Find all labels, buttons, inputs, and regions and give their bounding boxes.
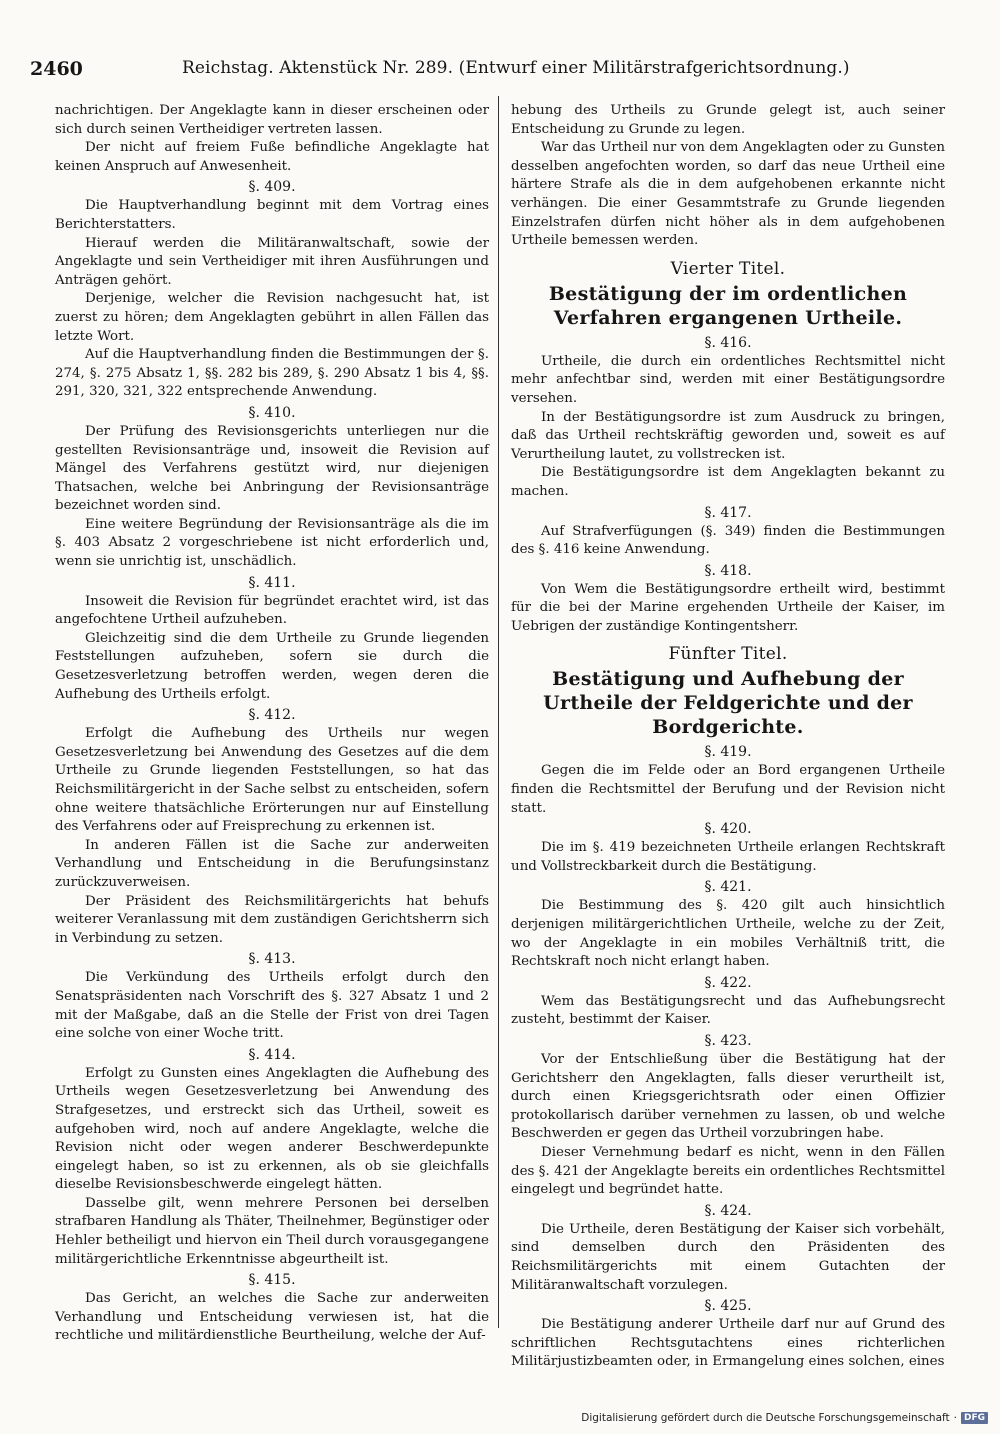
paragraph: Vor der Entschließung über die Bestätigung hat der Gerichtsherr den Angeklagten, falls dieser verurtheilt ist, durch einen Kriegsgerichtsrath oder einen Offizier protokollarisch darüber vernehmen zu lassen, ob und welche Beschwerden er gegen das Urtheil vorzubringen habe.: [511, 1052, 945, 1142]
paragraph: Gegen die im Felde oder an Bord ergangenen Urtheile finden die Rechtsmittel der Berufung und der Revision nicht statt.: [511, 763, 945, 816]
section-number: §. 421.: [704, 879, 752, 896]
paragraph: Eine weitere Begründung der Revisionsanträge als die im §. 403 Absatz 2 vorgeschriebene ist nicht erforderlich und, wenn sie unrichtig ist, unschädlich.: [55, 516, 489, 570]
title-heading: Bestätigung der im ordentlichen Verfahren ergangenen Urtheile.: [548, 282, 908, 329]
section-number: §. 413.: [248, 951, 296, 968]
paragraph: Hierauf werden die Militäranwaltschaft, sowie der Angeklagte und sein Vertheidiger mit ihren Ausführungen und Anträgen gehört.: [55, 235, 489, 288]
paragraph: Auf die Hauptverhandlung finden die Bestimmungen der §. 274, §. 275 Absatz 1, §§. 282 bis 289, §. 290 Absatz 1 bis 4, §§. 291, 320, 321, 322 entsprechende Anwendung.: [55, 347, 489, 400]
section-number: §. 411.: [248, 574, 296, 591]
paragraph: In der Bestätigungsordre ist zum Ausdruck zu bringen, daß das Urtheil rechtskräftig geworden und, soweit es auf Verurtheilung lautet, zu vollstrecken ist.: [511, 409, 945, 462]
page-header: [30, 58, 960, 88]
section-number: §. 416.: [704, 334, 752, 351]
paragraph: Gleichzeitig sind die dem Urtheile zu Grunde liegenden Feststellungen aufzuheben, sofern sie durch die Gesetzesverletzung betroffen werden, wegen deren die Aufhebung des Urtheils erfolgt.: [55, 630, 489, 702]
column-divider: [498, 96, 499, 1328]
paragraph: Erfolgt zu Gunsten eines Angeklagten die Aufhebung des Urtheils wegen Gesetzesverletzung bei Anwendung des Strafgesetzes, und erstreckt sich das Urtheil, soweit es aufgehoben wird, noch auf andere Angeklagte, welche die Revision nicht oder wegen anderer Beschwerdepunkte eingelegt haben, so ist zu erkennen, als ob sie gleichfalls dieselbe Revisionsbeschwerde eingelegt hätten.: [55, 1065, 489, 1193]
paragraph: Erfolgt die Aufhebung des Urtheils nur wegen Gesetzesverletzung bei Anwendung des Gesetzes auf die dem Urtheile zu Grunde liegenden Feststellungen, so hat das Reichsmilitärgericht in der Sache selbst zu entscheiden, sofern ohne weitere thatsächliche Erörterungen nur auf Einstellung des Verfahrens oder auf Freisprechung zu erkennen ist.: [55, 726, 489, 835]
section-number: §. 410.: [248, 404, 296, 421]
paragraph: In anderen Fällen ist die Sache zur anderweiten Verhandlung und Entscheidung in die Berufungsinstanz zurückzuverweisen.: [55, 837, 489, 890]
paragraph: Die im §. 419 bezeichneten Urtheile erlangen Rechtskraft und Vollstreckbarkeit durch die Bestätigung.: [511, 840, 945, 874]
paragraph: Von Wem die Bestätigungsordre ertheilt wird, bestimmt für die bei der Marine ergehenden Urtheile der Kaiser, im Uebrigen der zuständige Kontingentsherr.: [511, 581, 945, 634]
paragraph: Dieser Vernehmung bedarf es nicht, wenn in den Fällen des §. 421 der Angeklagte bereits ein ordentliches Rechtsmittel eingelegt und begründet hatte.: [511, 1144, 945, 1198]
paragraph: Der Präsident des Reichsmilitärgerichts hat behufs weiterer Veranlassung mit dem zuständigen Gerichtsherrn sich in Verbindung zu setzen.: [55, 893, 489, 946]
section-number: §. 418.: [704, 562, 752, 579]
section-number: §. 409.: [248, 179, 296, 196]
paragraph: Die Hauptverhandlung beginnt mit dem Vortrag eines Berichterstatters.: [55, 198, 489, 232]
paragraph: Die Urtheile, deren Bestätigung der Kaiser sich vorbehält, sind demselben durch den Präsidenten des Reichsmilitärgerichts mit einem Gutachten der Militäranwaltschaft vorzulegen.: [511, 1221, 945, 1293]
section-number: §. 414.: [248, 1046, 296, 1063]
paragraph: Die Verkündung des Urtheils erfolgt durch den Senatspräsidenten nach Vorschrift des §. 327 Absatz 1 und 2 mit der Maßgabe, daß an die Stelle der Frist von drei Tagen eine solche von einer Woche tritt.: [55, 970, 489, 1042]
paragraph: Die Bestätigungsordre ist dem Angeklagten bekannt zu machen.: [511, 465, 945, 499]
paragraph: Dasselbe gilt, wenn mehrere Personen bei derselben strafbaren Handlung als Thäter, Theilnehmer, Begünstiger oder Hehler betheiligt und hiervon ein Theil durch vorausgegangene militärgerichtliche Erkenntnisse abgeurtheilt ist.: [55, 1195, 489, 1267]
title-label: Vierter Titel.: [670, 258, 786, 279]
credit-text: Digitalisierung gefördert durch die Deutsche Forschungsgemeinschaft: [581, 1412, 950, 1424]
right-column: [511, 102, 945, 1372]
title-heading: Bestätigung und Aufhebung der Urtheile der Feldgerichte und der Bordgerichte.: [543, 668, 913, 739]
paragraph: Wem das Bestätigungsrecht und das Aufhebungsrecht zusteht, bestimmt der Kaiser.: [511, 993, 945, 1028]
paragraph: hebung des Urtheils zu Grunde gelegt ist, auch seiner Entscheidung zu Grunde zu legen.: [511, 103, 945, 137]
digitization-credit: Digitalisierung gefördert durch die Deutsche Forschungsgemeinschaft · DFG: [581, 1412, 988, 1424]
left-column: [55, 102, 489, 1346]
section-number: §. 420.: [704, 821, 752, 838]
title-label: Fünfter Titel.: [668, 644, 788, 665]
paragraph: Der Prüfung des Revisionsgerichts unterliegen nur die gestellten Revisionsanträge und, insoweit die Revision auf Mängel des Verfahrens gestützt wird, nur diejenigen Thatsachen, welche bei Anbringung der Revisionsanträge bezeichnet worden sind.: [55, 423, 489, 514]
paragraph: nachrichtigen. Der Angeklagte kann in dieser erscheinen oder sich durch seinen Vertheidiger vertreten lassen.: [55, 103, 489, 137]
section-number: §. 423.: [704, 1033, 752, 1049]
paragraph: Insoweit die Revision für begründet erachtet wird, ist das angefochtene Urtheil aufzuheben.: [55, 593, 489, 628]
section-number: §. 422.: [704, 974, 752, 991]
section-number: §. 415.: [248, 1272, 296, 1289]
section-number: §. 419.: [704, 744, 752, 761]
paragraph: Der nicht auf freiem Fuße befindliche Angeklagte hat keinen Anspruch auf Anwesenheit.: [55, 140, 489, 174]
paragraph: War das Urtheil nur von dem Angeklagten oder zu Gunsten desselben angefochten worden, so darf das neue Urtheil eine härtere Strafe als die in dem aufgehobenen erkannte nicht verhängen. Die einer Gesammtstrafe zu Grunde liegenden Einzelstrafen dürfen nicht höher als in dem aufgehobenen Urtheile bemessen werden.: [511, 140, 945, 249]
section-number: §. 425.: [704, 1298, 752, 1315]
paragraph: Die Bestätigung anderer Urtheile darf nur auf Grund des schriftlichen Rechtsgutachtens eines richterlichen Militärjustizbeamten oder, in Ermangelung eines solchen, eines: [511, 1317, 945, 1370]
dfg-logo: DFG: [961, 1412, 988, 1424]
paragraph: Urtheile, die durch ein ordentliches Rechtsmittel nicht mehr anfechtbar sind, werden mit einer Bestätigungsordre versehen.: [511, 353, 945, 406]
paragraph: Derjenige, welcher die Revision nachgesucht hat, ist zuerst zu hören; dem Angeklagten gebührt in allen Fällen das letzte Wort.: [55, 291, 489, 344]
section-number: §. 412.: [248, 707, 296, 724]
page-number: 2460: [30, 58, 83, 80]
paragraph: Die Bestimmung des §. 420 gilt auch hinsichtlich derjenigen militärgerichtlichen Urtheile, welche zu der Zeit, wo der Angeklagte in ein mobiles Verhältniß tritt, die Rechtskraft noch nicht erlangt haben.: [511, 898, 945, 970]
section-number: §. 417.: [704, 504, 752, 521]
running-title: Reichstag. Aktenstück Nr. 289. (Entwurf einer Militärstrafgerichtsordnung.): [182, 58, 850, 78]
section-number: §. 424.: [704, 1202, 752, 1219]
paragraph: Auf Strafverfügungen (§. 349) finden die Bestimmungen des §. 416 keine Anwendung.: [511, 523, 945, 558]
paragraph: Das Gericht, an welches die Sache zur anderweiten Verhandlung und Entscheidung verwiesen ist, hat die rechtliche und militärdienstliche Beurtheilung, welche der Auf-: [55, 1291, 489, 1344]
